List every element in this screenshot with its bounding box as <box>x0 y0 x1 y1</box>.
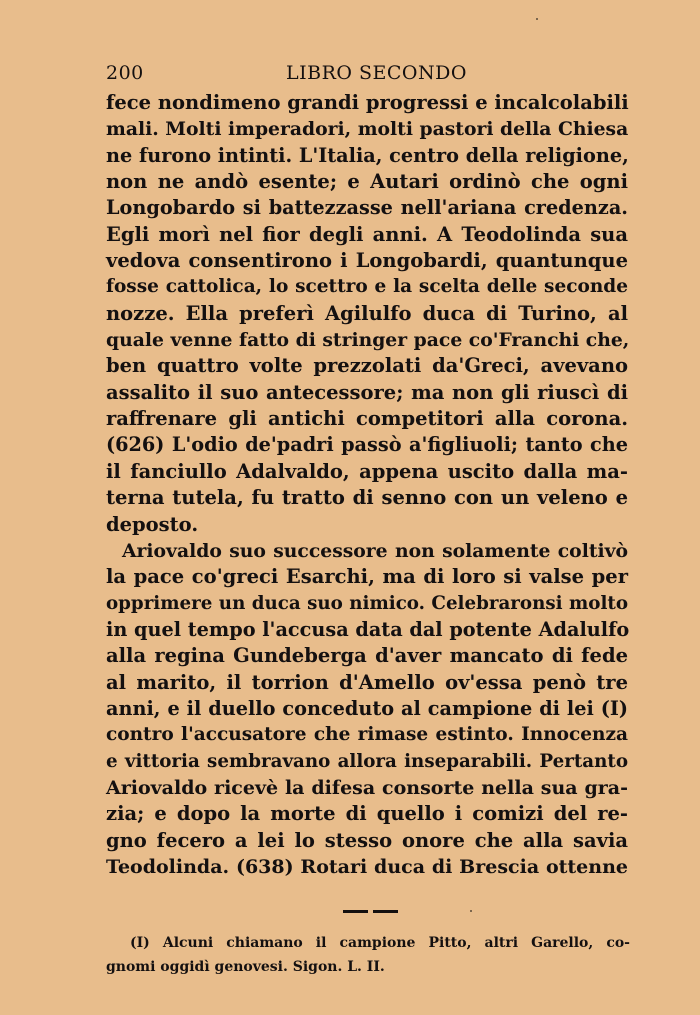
footnote-separator <box>343 910 398 913</box>
separator-dash <box>343 910 368 913</box>
text-line: ne furono intinti. L'Italia, centro della religione, <box>106 143 629 167</box>
text-line: Ariovaldo ricevè la difesa consorte nella sua gra- <box>106 776 628 799</box>
text-line: (626) L'odio de'padri passò a'figliuoli; tanto che <box>106 433 628 457</box>
text-line: al marito, il torrion d'Amello ov'essa penò tre <box>106 670 628 694</box>
text-line: vedova consentirono i Longobardi, quantunque <box>106 249 628 273</box>
text-line: Longobardo si battezzasse nell'ariana credenza. <box>106 196 628 220</box>
text-line: raffrenare gli antichi competitori alla corona. <box>106 407 628 431</box>
text-line: deposto. <box>106 512 199 536</box>
text-line: Ariovaldo suo successore non solamente coltivò <box>122 539 628 562</box>
text-line: opprimere un duca suo nimico. Celebraronsi molto <box>106 592 628 614</box>
text-line: ben quattro volte prezzolati da'Greci, avevano <box>106 354 628 378</box>
text-line: terna tutela, fu tratto di senno con un veleno e <box>106 486 628 510</box>
text-line: quale venne fatto di stringer pace co'Franchi che, <box>106 329 630 352</box>
paper-speck <box>536 18 538 20</box>
footnote <box>106 931 630 979</box>
text-line: fosse cattolica, lo scettro e la scelta delle seconde <box>106 276 628 298</box>
text-line: Egli morì nel fior degli anni. A Teodolinda sua <box>106 222 628 246</box>
paper-speck <box>470 910 472 912</box>
text-line: mali. Molti imperadori, molti pastori della Chiesa <box>106 118 629 141</box>
text-line: non ne andò esente; e Autari ordinò che ogni <box>106 170 628 194</box>
text-line: Teodolinda. (638) Rotari duca di Brescia ottenne <box>106 855 628 878</box>
page-header <box>106 62 626 92</box>
separator-dash <box>373 910 398 913</box>
text-line: fece nondimeno grandi progressi e incalcolabili <box>106 91 629 114</box>
text-line: contro l'accusatore che rimase estinto. Innocenza <box>106 724 628 746</box>
text-line: gno fecero a lei lo stesso onore che alla savia <box>106 828 628 852</box>
running-title: LIBRO SECONDO <box>286 62 467 84</box>
text-line: il fanciullo Adalvaldo, appena uscito dalla ma- <box>106 459 628 483</box>
footnote-line: gnomi oggidì genovesi. Sigon. L. II. <box>106 959 385 975</box>
body-text <box>106 90 628 880</box>
text-line: in quel tempo l'accusa data dal potente Adalulfo <box>106 617 630 641</box>
text-line: nozze. Ella preferì Agilulfo duca di Turino, al <box>106 301 628 325</box>
text-line: e vittoria sembravano allora inseparabili. Pertanto <box>106 750 628 772</box>
text-line: anni, e il duello conceduto al campione di lei (I) <box>106 696 628 720</box>
text-line: zia; e dopo la morte di quello i comizi del re- <box>106 802 628 826</box>
footnote-line: (I) Alcuni chiamano il campione Pitto, altri Garello, co- <box>130 935 630 951</box>
text-line: assalito il suo antecessore; ma non gli riuscì di <box>106 380 628 404</box>
text-line: la pace co'greci Esarchi, ma di loro si valse per <box>106 565 628 589</box>
page-number: 200 <box>106 62 144 84</box>
text-line: alla regina Gundeberga d'aver mancato di fede <box>106 644 628 668</box>
